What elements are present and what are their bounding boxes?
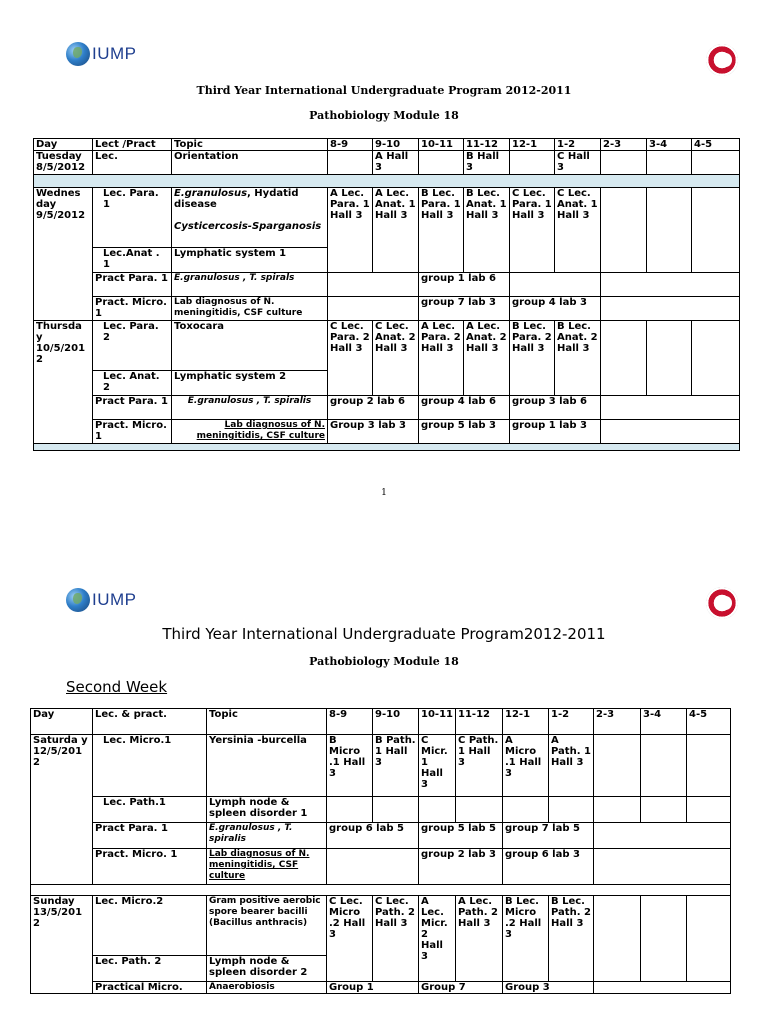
type-cell: Pract. Micro. 1: [93, 420, 172, 444]
slot-cell: [641, 896, 687, 982]
type-cell: Pract Para. 1: [93, 823, 207, 849]
slot-cell: [510, 151, 555, 175]
group-cell: group 4 lab 6: [419, 396, 510, 420]
table-row: [31, 849, 731, 885]
slot-cell: [510, 273, 601, 297]
slot-cell: C Lec. Path. 2 Hall 3: [373, 896, 419, 982]
slot-cell: [692, 188, 740, 273]
slot-cell: C Lec. Para. 1 Hall 3: [510, 188, 555, 273]
type-cell: Lec. Path. 2: [93, 956, 207, 982]
table-row: [31, 735, 731, 797]
slot-cell: B Lec. Para. 1 Hall 3: [419, 188, 464, 273]
topic-cell: Anaerobiosis: [207, 982, 327, 994]
slot-cell: [419, 797, 456, 823]
section-heading: Second Week: [66, 678, 168, 696]
slot-cell: C Lec. Micro .2 Hall 3: [327, 896, 373, 982]
topic-cell: Gram positive aerobic spore bearer bacilli (Bacillus anthracis): [207, 896, 327, 956]
group-cell: group 4 lab 3: [510, 297, 601, 321]
group-cell: Group 3 lab 3: [328, 420, 419, 444]
topic-cell: Orientation: [172, 151, 328, 175]
group-cell: group 3 lab 6: [510, 396, 601, 420]
topic-cell: Lymph node & spleen disorder 1: [207, 797, 327, 823]
type-cell: Lec.: [93, 151, 172, 175]
type-cell: Pract Para. 1: [93, 273, 172, 297]
slot-cell: [328, 297, 419, 321]
header-cell: Lect /Pract: [93, 139, 172, 151]
slot-cell: A Path. 1 Hall 3: [549, 735, 594, 797]
header-cell: 1-2: [549, 709, 594, 735]
slot-cell: B Path. 1 Hall 3: [373, 735, 419, 797]
slot-cell: A Hall 3: [373, 151, 419, 175]
group-cell: group 7 lab 5: [503, 823, 594, 849]
separator-row: [31, 885, 731, 896]
header-cell: 9-10: [373, 709, 419, 735]
table-row: [31, 797, 731, 823]
page2-schedule-table: [30, 708, 731, 994]
type-cell: Pract. Micro. 1: [93, 297, 172, 321]
slot-cell: [594, 982, 731, 994]
slot-cell: [373, 797, 419, 823]
topic-cell: E.granulosus , T. spirals: [172, 273, 328, 297]
page2-title: Third Year International Undergraduate Program2012-2011: [162, 625, 606, 643]
page2-subtitle: Pathobiology Module 18: [309, 655, 459, 668]
header-cell: Lec. & pract.: [93, 709, 207, 735]
header-cell: Day: [34, 139, 93, 151]
slot-cell: [647, 188, 692, 273]
slot-cell: A Lec. Para. 2 Hall 3: [419, 321, 464, 396]
slot-cell: [594, 823, 731, 849]
table-row: [34, 420, 740, 444]
type-cell: Lec. Para. 2: [93, 321, 172, 371]
topic-cell: Yersinia -burcella: [207, 735, 327, 797]
slot-cell: [692, 321, 740, 396]
type-cell: Pract Para. 1: [93, 396, 172, 420]
slot-cell: [328, 151, 373, 175]
header-cell: 4-5: [692, 139, 740, 151]
group-cell: Group 1: [327, 982, 419, 994]
topic-cell: Lab diagnosus of N. meningitidis, CSF culture: [207, 849, 327, 885]
topic-cell: Lymph node & spleen disorder 2: [207, 956, 327, 982]
header-cell: Topic: [172, 139, 328, 151]
table-row: [31, 982, 731, 994]
crescent-logo-icon: [706, 587, 738, 619]
group-cell: group 5 lab 3: [419, 420, 510, 444]
slot-cell: A Lec. Micr. 2 Hall 3: [419, 896, 456, 982]
header-cell: 3-4: [647, 139, 692, 151]
header-cell: 10-11: [419, 139, 464, 151]
logo-text: IUMP: [92, 590, 137, 609]
group-cell: group 2 lab 6: [328, 396, 419, 420]
iump-logo: [66, 42, 137, 66]
table-row: [31, 823, 731, 849]
table-row: [34, 396, 740, 420]
header-cell: 3-4: [641, 709, 687, 735]
header-cell: Topic: [207, 709, 327, 735]
table-row: [34, 297, 740, 321]
table-row: [31, 896, 731, 956]
table-row: [34, 273, 740, 297]
slot-cell: [594, 797, 641, 823]
type-cell: Pract. Micro. 1: [93, 849, 207, 885]
header-cell: 12-1: [510, 139, 555, 151]
slot-cell: [327, 797, 373, 823]
globe-icon: [66, 588, 90, 612]
group-cell: group 6 lab 3: [503, 849, 594, 885]
table-row: [34, 188, 740, 248]
slot-cell: B Lec. Anat. 1 Hall 3: [464, 188, 510, 273]
header-cell: 9-10: [373, 139, 419, 151]
slot-cell: A Lec. Path. 2 Hall 3: [456, 896, 503, 982]
iump-logo: [66, 588, 137, 612]
slot-cell: [456, 797, 503, 823]
topic-cell: Lab diagnosus of N. meningitidis, CSF culture: [172, 420, 328, 444]
slot-cell: A Lec. Para. 1 Hall 3: [328, 188, 373, 273]
group-cell: Group 3: [503, 982, 594, 994]
slot-cell: [647, 151, 692, 175]
slot-cell: [601, 420, 740, 444]
slot-cell: A Lec. Anat. 2 Hall 3: [464, 321, 510, 396]
header-cell: 11-12: [456, 709, 503, 735]
page1-title: Third Year International Undergraduate Program 2012-2011: [196, 84, 572, 97]
topic-cell: E.granulosus , T. spiralis: [172, 396, 328, 420]
group-cell: group 6 lab 5: [327, 823, 419, 849]
slot-cell: A Micro .1 Hall 3: [503, 735, 549, 797]
slot-cell: [601, 321, 647, 396]
topic-cell: [172, 188, 328, 248]
type-cell: Lec. Anat. 2: [93, 371, 172, 396]
type-cell: Practical Micro.: [93, 982, 207, 994]
type-cell: Lec. Para. 1: [93, 188, 172, 248]
slot-cell: [687, 735, 731, 797]
topic-italic: Cysticercosis-Sparganosis: [174, 221, 322, 232]
separator-row: [34, 444, 740, 451]
group-cell: group 1 lab 6: [419, 273, 510, 297]
slot-cell: C Micr. 1 Hall 3: [419, 735, 456, 797]
group-cell: group 1 lab 3: [510, 420, 601, 444]
slot-cell: B Lec. Anat. 2 Hall 3: [555, 321, 601, 396]
slot-cell: [687, 797, 731, 823]
header-cell: 8-9: [328, 139, 373, 151]
slot-cell: B Lec. Para. 2 Hall 3: [510, 321, 555, 396]
slot-cell: [601, 396, 740, 420]
separator-row: [34, 175, 740, 188]
slot-cell: [503, 797, 549, 823]
header-cell: 8-9: [327, 709, 373, 735]
group-cell: group 5 lab 5: [419, 823, 503, 849]
slot-cell: [419, 151, 464, 175]
slot-cell: B Micro .1 Hall 3: [327, 735, 373, 797]
day-cell: Thursda y 10/5/201 2: [34, 321, 93, 444]
header-cell: Day: [31, 709, 93, 735]
globe-icon: [66, 42, 90, 66]
type-cell: Lec.Anat . 1: [93, 248, 172, 273]
page1-subtitle: Pathobiology Module 18: [309, 109, 459, 122]
day-cell: Wednes day 9/5/2012: [34, 188, 93, 321]
type-cell: Lec. Micro.2: [93, 896, 207, 956]
slot-cell: [641, 735, 687, 797]
table-header-row: [31, 709, 731, 735]
page1-schedule-table: [33, 138, 740, 451]
slot-cell: [327, 849, 419, 885]
slot-cell: [601, 151, 647, 175]
header-cell: 4-5: [687, 709, 731, 735]
slot-cell: [601, 273, 740, 297]
slot-cell: B Lec. Path. 2 Hall 3: [549, 896, 594, 982]
topic-cell: Lymphatic system 1: [172, 248, 328, 273]
slot-cell: [692, 151, 740, 175]
slot-cell: [594, 896, 641, 982]
header-cell: 2-3: [601, 139, 647, 151]
logo-text: IUMP: [92, 44, 137, 63]
slot-cell: [687, 896, 731, 982]
table-header-row: [34, 139, 740, 151]
group-cell: group 2 lab 3: [419, 849, 503, 885]
day-cell: Tuesday 8/5/2012: [34, 151, 93, 175]
slot-cell: C Lec. Anat. 1 Hall 3: [555, 188, 601, 273]
topic-text: , Hydatid disease: [174, 188, 299, 210]
header-cell: 11-12: [464, 139, 510, 151]
slot-cell: C Lec. Para. 2 Hall 3: [328, 321, 373, 396]
slot-cell: [328, 273, 419, 297]
page-number: 1: [381, 488, 387, 498]
topic-cell: Toxocara: [172, 321, 328, 371]
slot-cell: C Hall 3: [555, 151, 601, 175]
slot-cell: [594, 849, 731, 885]
topic-cell: E.granulosus , T. spiralis: [207, 823, 327, 849]
slot-cell: C Path. 1 Hall 3: [456, 735, 503, 797]
header-cell: 12-1: [503, 709, 549, 735]
group-cell: Group 7: [419, 982, 503, 994]
slot-cell: B Lec. Micro .2 Hall 3: [503, 896, 549, 982]
day-cell: Sunday 13/5/201 2: [31, 896, 93, 994]
type-cell: Lec. Path.1: [93, 797, 207, 823]
slot-cell: C Lec. Anat. 2 Hall 3: [373, 321, 419, 396]
group-cell: group 7 lab 3: [419, 297, 510, 321]
crescent-logo-icon: [706, 44, 738, 76]
table-row: [34, 151, 740, 175]
header-cell: 1-2: [555, 139, 601, 151]
slot-cell: [601, 297, 740, 321]
slot-cell: [647, 321, 692, 396]
slot-cell: [549, 797, 594, 823]
slot-cell: B Hall 3: [464, 151, 510, 175]
slot-cell: A Lec. Anat. 1 Hall 3: [373, 188, 419, 273]
topic-italic: E.granulosus: [174, 188, 248, 199]
slot-cell: [641, 797, 687, 823]
table-row: [34, 321, 740, 371]
type-cell: Lec. Micro.1: [93, 735, 207, 797]
header-cell: 2-3: [594, 709, 641, 735]
header-cell: 10-11: [419, 709, 456, 735]
slot-cell: [594, 735, 641, 797]
topic-cell: Lymphatic system 2: [172, 371, 328, 396]
topic-cell: Lab diagnosus of N. meningitidis, CSF culture: [172, 297, 328, 321]
day-cell: Saturda y 12/5/201 2: [31, 735, 93, 885]
slot-cell: [601, 188, 647, 273]
